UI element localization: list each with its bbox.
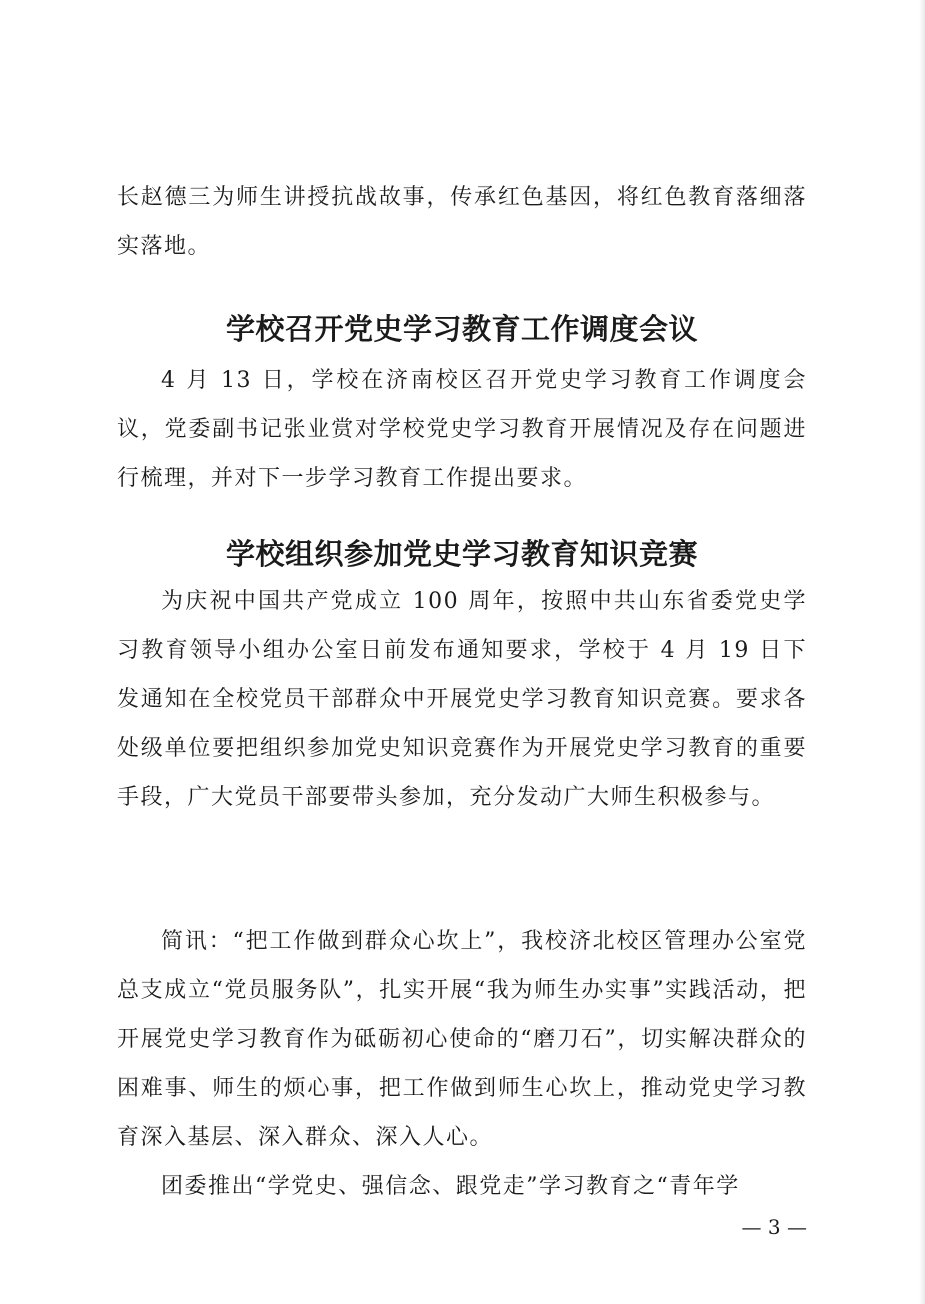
continuation-block	[117, 173, 807, 271]
section1-block	[117, 356, 807, 503]
section1-heading: 学校召开党史学习教育工作调度会议	[225, 312, 698, 346]
section2-heading: 学校组织参加党史学习教育知识竞赛	[225, 537, 698, 571]
brief-block	[117, 917, 807, 1211]
page-edge-shadow	[919, 0, 925, 1304]
section2-block	[117, 577, 807, 822]
youth-league-paragraph: 团委推出“学党史、强信念、跟党走”学习教育之“青年学	[161, 1174, 740, 1199]
page-number: — 3 —	[741, 1215, 807, 1239]
section2-paragraph: 为庆祝中国共产党成立 100 周年，按照中共山东省委党史学习教育领导小组办公室日前发布通知要求，学校于 4 月 19 日下发通知在全校党员干部群众中开展党史学习教育知识竞赛。要求各处级单位要把组织参加党史知识竞赛作为开展党史学习教育的重要手段，广大党员干部要带头参加，充分发动广大师生积极参与。	[117, 589, 807, 810]
section1-paragraph: 4 月 13 日，学校在济南校区召开党史学习教育工作调度会议，党委副书记张业赏对学校党史学习教育开展情况及存在问题进行梳理，并对下一步学习教育工作提出要求。	[117, 368, 807, 491]
continuation-paragraph: 长赵德三为师生讲授抗战故事，传承红色基因，将红色教育落细落实落地。	[117, 185, 807, 259]
brief-paragraph: 简讯：“把工作做到群众心坎上”，我校济北校区管理办公室党总支成立“党员服务队”，扎实开展“我为师生办实事”实践活动，把开展党史学习教育作为砥砺初心使命的“磨刀石”，切实解决群众的困难事、师生的烦心事，把工作做到师生心坎上，推动党史学习教育深入基层、深入群众、深入人心。	[117, 929, 807, 1150]
